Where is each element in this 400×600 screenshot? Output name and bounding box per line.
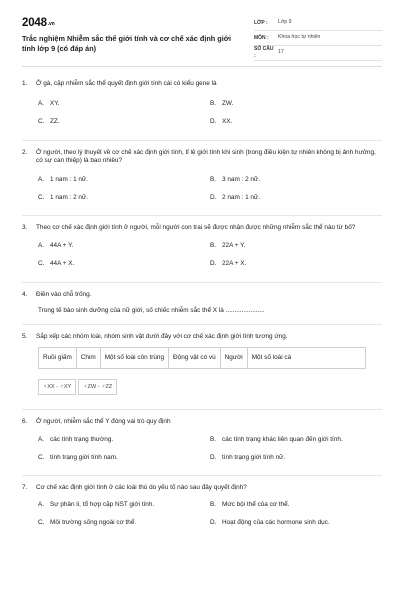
option-text: Mức bội thể của cơ thể.: [222, 501, 290, 509]
species-cell[interactable]: Ruồi giấm: [39, 348, 77, 368]
meta-subject-row: [254, 31, 382, 46]
document-title: Trắc nghiệm Nhiễm sắc thể giới tính và cơ chế xác định giới tính lớp 9 (có đáp án): [22, 34, 231, 54]
species-cell[interactable]: Một số loài cá: [251, 354, 292, 362]
question-number: 4.: [22, 290, 28, 298]
option-letter: C.: [38, 193, 45, 201]
option-letter: C.: [38, 519, 45, 527]
option-letter: B.: [210, 175, 217, 183]
option-text: 44A + Y.: [50, 242, 74, 250]
option-text: 3 nam : 2 nữ.: [222, 175, 261, 183]
fill-blank-text[interactable]: Trong tế bào sinh dưỡng của nữ giới, số chiếc nhiễm sắc thể X là ......................: [38, 307, 265, 315]
option-text: tính trạng giới tính nam.: [50, 453, 118, 461]
option-c[interactable]: [38, 189, 210, 207]
option-a[interactable]: [38, 431, 210, 449]
question-text: Ở gà, cặp nhiễm sắc thể quyết định giới tính cái có kiểu gene là: [36, 80, 217, 87]
meta-count-row: [254, 46, 382, 61]
option-letter: A.: [38, 100, 45, 108]
option-text: Môi trường sống ngoài cơ thể.: [50, 519, 137, 527]
match-box-xx-xy[interactable]: ♀XX - ♂XY: [38, 379, 76, 395]
option-d[interactable]: [210, 449, 382, 467]
question-2: [22, 149, 382, 207]
option-text: 1 nam : 2 nữ.: [50, 193, 89, 201]
meta-grade-label: LỚP :: [254, 19, 268, 26]
meta-box: [254, 16, 382, 61]
option-text: ZW.: [222, 100, 234, 108]
meta-count-value: 17: [278, 49, 284, 56]
question-text: Ở người, theo lý thuyết về cơ chế xác định giới tính, tỉ lệ giới tính khi sinh (trong điều kiện tự nhiên không bị ảnh hưởng, có sự can thiệp) là bao nhiêu?: [36, 148, 376, 165]
option-letter: A.: [38, 242, 45, 250]
question-text: Cơ chế xác định giới tính ở các loài thú do yếu tố nào sau đây quyết định?: [36, 484, 247, 492]
option-letter: C.: [38, 260, 45, 268]
option-letter: A.: [38, 501, 45, 509]
option-letter: B.: [210, 501, 217, 509]
option-letter: A.: [38, 435, 45, 443]
option-letter: D.: [210, 118, 217, 126]
option-text: Sự phân li, tổ hợp cặp NST giới tính.: [50, 501, 155, 509]
species-cell[interactable]: Động vật có vú: [169, 348, 221, 368]
site-logo[interactable]: $2048^{.vn}$: [22, 17, 55, 29]
option-letter: A.: [38, 175, 45, 183]
option-text: 1 nam : 1 nữ.: [50, 175, 89, 183]
option-c[interactable]: [38, 114, 210, 132]
site-logo-suffix: .vn: [47, 21, 55, 27]
option-a[interactable]: [38, 96, 210, 114]
meta-grade-value: Lớp 9: [278, 19, 292, 26]
option-text: tính trạng giới tính nữ.: [222, 453, 286, 461]
question-divider: [22, 140, 382, 141]
option-letter: C.: [38, 453, 45, 461]
option-letter: D.: [210, 519, 217, 527]
question-divider: [22, 475, 382, 476]
species-cell[interactable]: Người: [221, 348, 248, 368]
option-c[interactable]: [38, 449, 210, 467]
option-a[interactable]: [38, 171, 210, 189]
option-text: 2 nam : 1 nữ.: [222, 193, 261, 201]
meta-count-label: SỐ CÂU :: [254, 46, 274, 59]
option-text: 44A + X.: [50, 260, 75, 268]
question-1: [22, 80, 382, 132]
option-b[interactable]: [210, 497, 382, 515]
option-letter: D.: [210, 453, 217, 461]
option-b[interactable]: [210, 238, 382, 256]
meta-subject-label: MÔN :: [254, 34, 269, 41]
question-text: Sắp xếp các nhóm loài, nhóm sinh vật dưới đây với cơ chế xác định giới tính tương ứng.: [36, 332, 288, 340]
option-d[interactable]: [210, 189, 382, 207]
option-text: XY.: [50, 100, 60, 108]
question-number: 3.: [22, 223, 28, 231]
questions-list: [22, 80, 382, 533]
question-7: [22, 484, 382, 533]
question-number: 5.: [22, 332, 28, 340]
header-divider: [22, 66, 382, 67]
option-text: 22A + Y.: [222, 242, 246, 250]
option-letter: D.: [210, 260, 217, 268]
option-b[interactable]: [210, 431, 382, 449]
question-5: [22, 333, 382, 396]
option-b[interactable]: [210, 96, 382, 114]
question-divider: [22, 282, 382, 283]
species-table: [38, 347, 366, 369]
option-letter: B.: [210, 242, 217, 250]
question-6: [22, 418, 382, 467]
option-text: ZZ.: [50, 118, 60, 126]
question-divider: [22, 324, 382, 325]
match-box-zw-zz[interactable]: ♀ZW - ♂ZZ: [78, 379, 117, 395]
option-c[interactable]: [38, 256, 210, 274]
question-divider: [22, 215, 382, 216]
option-a[interactable]: [38, 497, 210, 515]
option-letter: B.: [210, 435, 217, 443]
question-text: Ở người, nhiễm sắc thể Y đóng vai trò quy định: [36, 418, 171, 426]
species-cell[interactable]: Chim: [77, 348, 101, 368]
meta-grade-row: [254, 16, 382, 31]
question-3: [22, 224, 382, 274]
option-b[interactable]: [210, 171, 382, 189]
species-cell[interactable]: Một số loài côn trùng: [101, 348, 169, 368]
option-text: XX.: [222, 118, 233, 126]
question-text: Theo cơ chế xác định giới tính ở người, mỗi người con trai sẽ được nhận được những nhiễm sắc thể nào từ bố?: [36, 223, 356, 231]
option-letter: B.: [210, 100, 217, 108]
question-number: 1.: [22, 80, 28, 87]
match-targets: [38, 379, 382, 395]
option-d[interactable]: [210, 515, 382, 533]
option-text: 22A + X.: [222, 260, 247, 268]
option-text: Hoạt động của các hormone sinh dục.: [222, 519, 330, 527]
option-letter: D.: [210, 193, 217, 201]
question-4: [22, 291, 382, 316]
option-d[interactable]: [210, 114, 382, 132]
question-number: 2.: [22, 148, 28, 156]
question-text: Điền vào chỗ trống.: [36, 290, 92, 298]
option-d[interactable]: [210, 256, 382, 274]
question-number: 6.: [22, 418, 28, 426]
option-a[interactable]: [38, 238, 210, 256]
question-number: 7.: [22, 484, 28, 492]
option-text: các tính trạng thường.: [50, 435, 114, 443]
option-text: các tính trạng khác liên quan đến giới tính.: [222, 435, 343, 443]
document-header: [22, 16, 382, 60]
option-letter: C.: [38, 118, 45, 126]
meta-subject-value: Khoa học tự nhiên: [278, 34, 321, 41]
question-divider: [22, 409, 382, 410]
option-c[interactable]: [38, 515, 210, 533]
